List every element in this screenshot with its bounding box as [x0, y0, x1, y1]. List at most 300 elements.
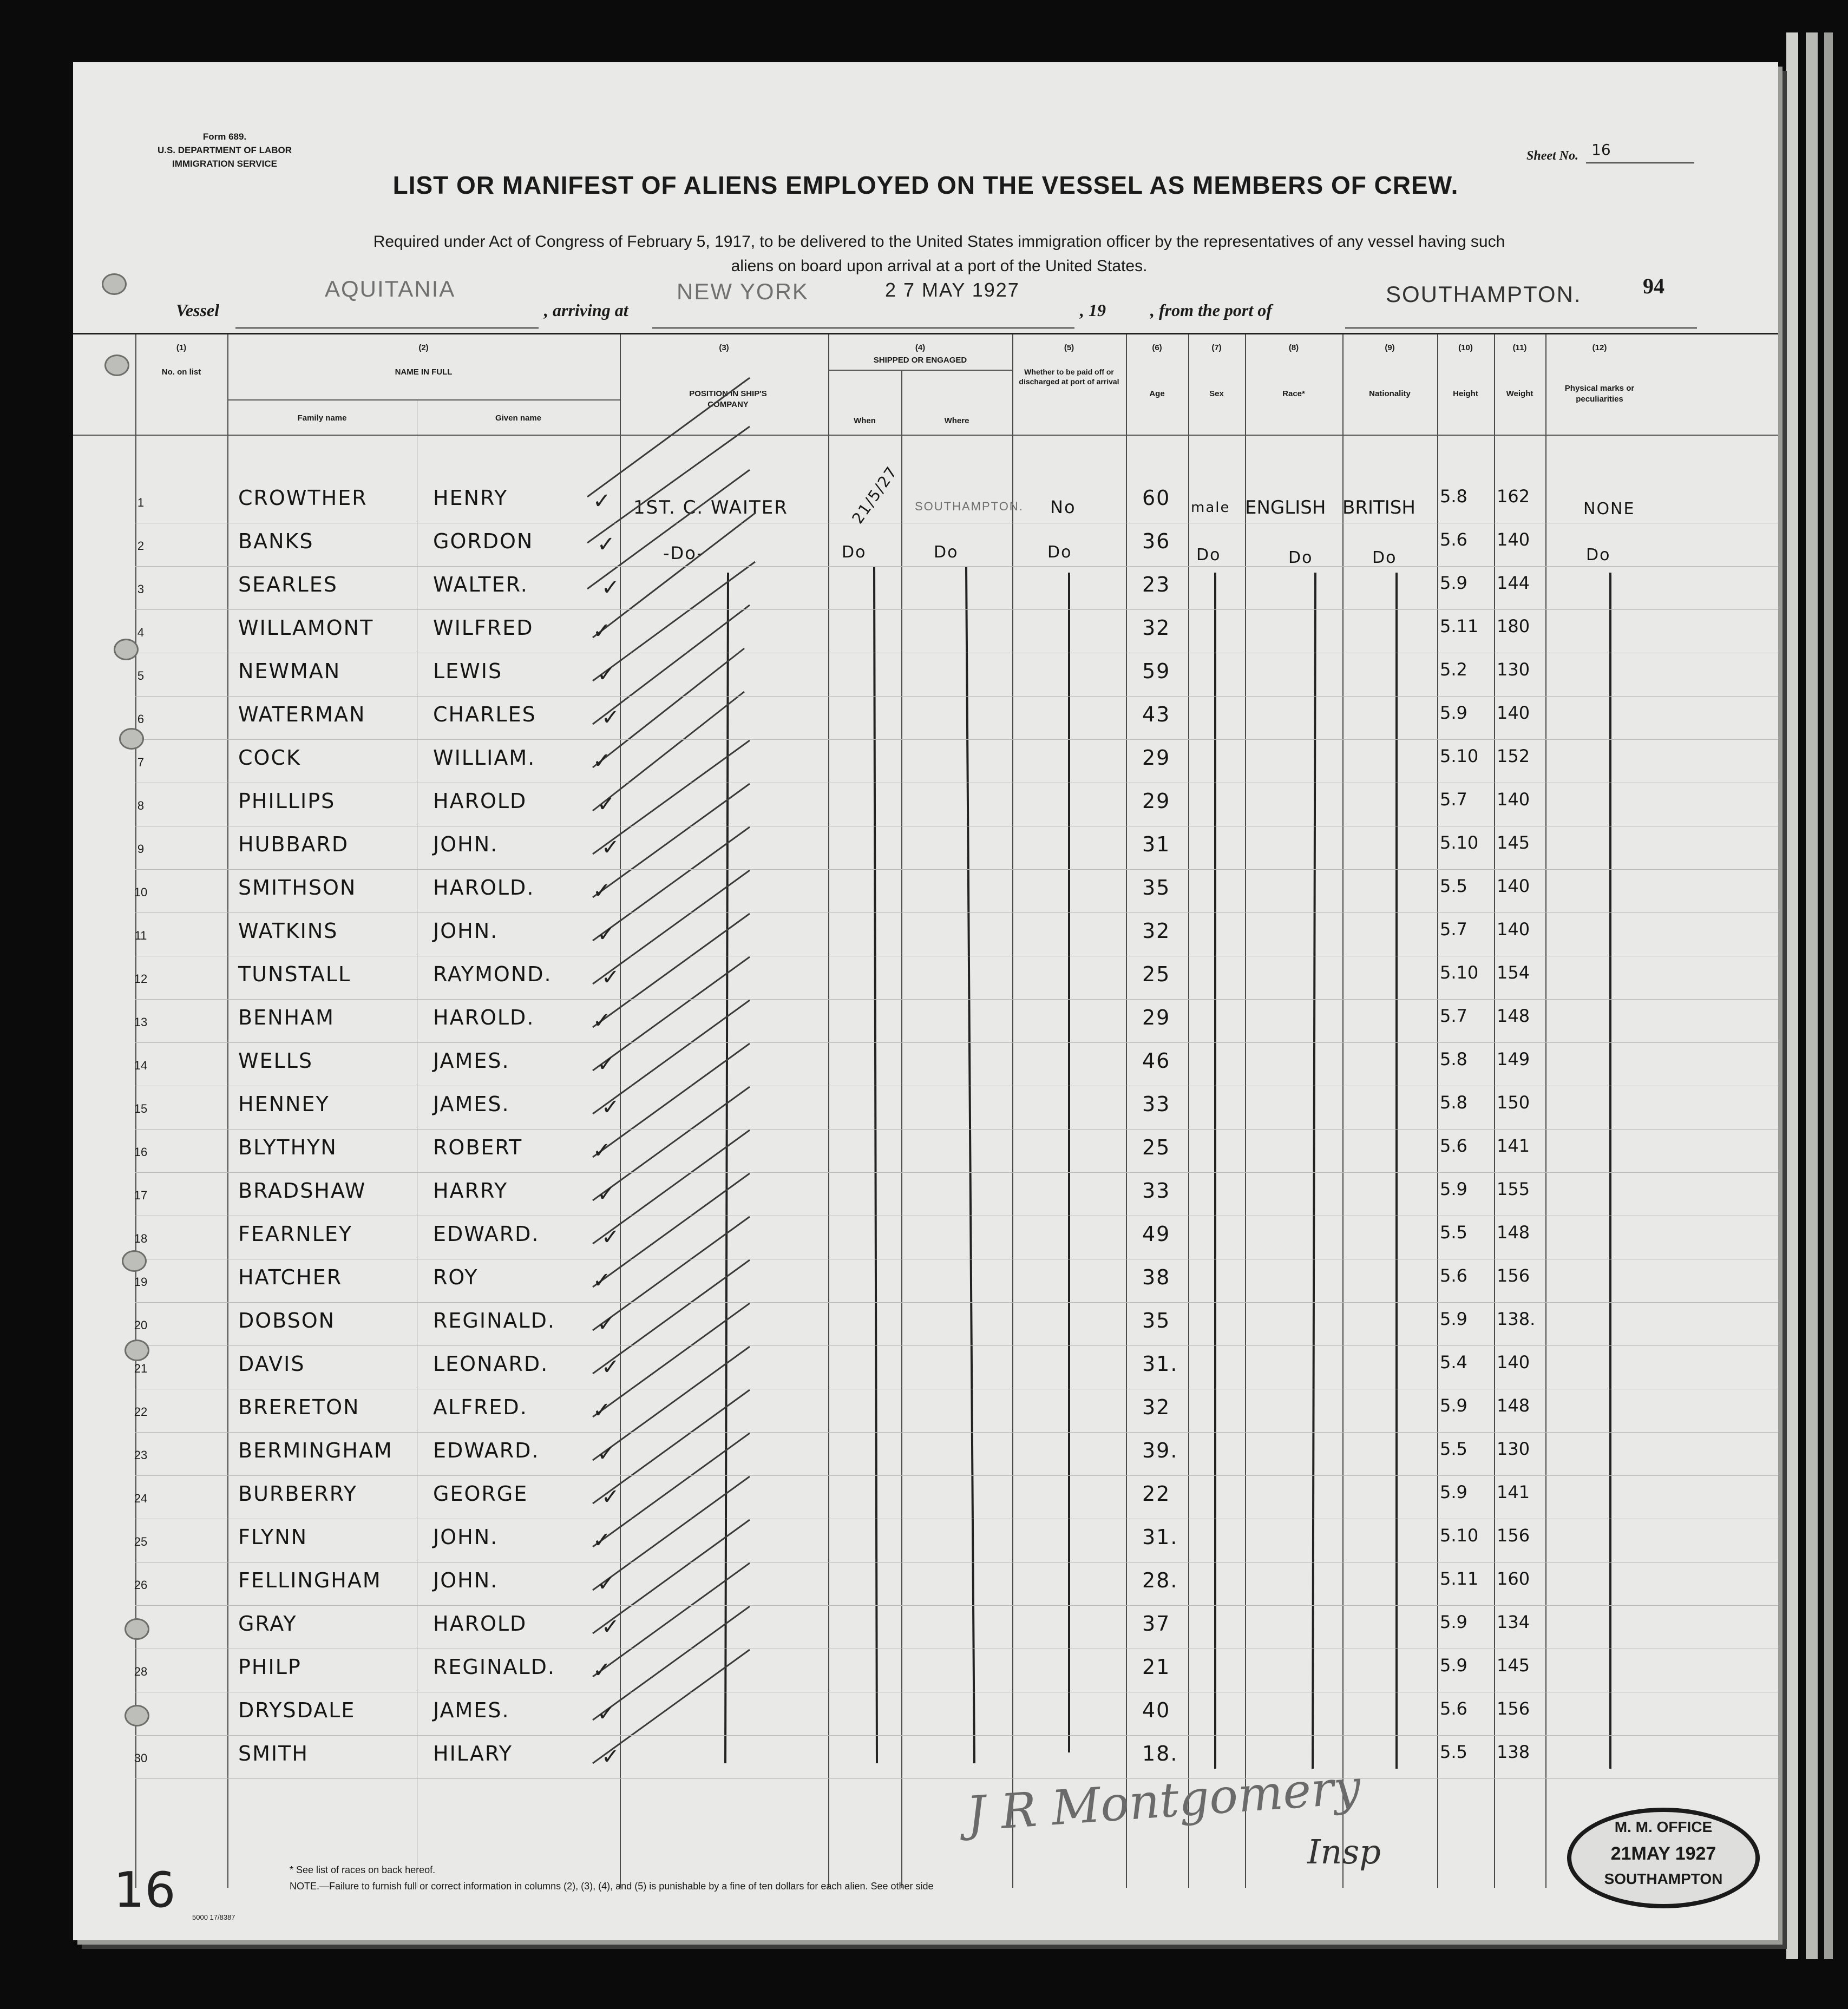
- check-mark-icon: ✓: [601, 1355, 620, 1380]
- age-header: Age: [1149, 389, 1165, 398]
- subtitle-line-1: Required under Act of Congress of February 5, 1917, to be delivered to the United States immigration officer by the representatives of any vessel having such: [373, 233, 1505, 251]
- given-name: LEWIS: [433, 659, 503, 683]
- given-name: EDWARD.: [433, 1439, 540, 1462]
- height: 5.9: [1440, 573, 1467, 593]
- given-name: GORDON: [433, 529, 534, 553]
- height: 5.8: [1440, 1049, 1467, 1069]
- form-identifier: [143, 130, 306, 170]
- table-row: [73, 697, 1778, 740]
- given-name: JOHN.: [433, 919, 499, 943]
- table-row: [73, 1303, 1778, 1347]
- given-name: ROY: [433, 1265, 479, 1289]
- col1-header: No. on list: [161, 367, 201, 377]
- height: 5.9: [1440, 1179, 1467, 1199]
- row-number: 1: [137, 496, 145, 509]
- nationality-row-1: BRITISH: [1342, 497, 1416, 518]
- given-name: GEORGE: [433, 1482, 528, 1506]
- row-rule: [135, 1605, 1778, 1606]
- check-mark-icon: ✓: [601, 1225, 620, 1250]
- height: 5.6: [1440, 1698, 1467, 1719]
- sheet-number: 16: [1591, 141, 1611, 159]
- check-mark-icon: ✓: [597, 792, 615, 817]
- punch-hole: [119, 728, 144, 750]
- table-row: [73, 524, 1778, 567]
- age: 39.: [1142, 1439, 1178, 1462]
- col10-number: (10): [1458, 343, 1473, 352]
- check-mark-icon: ✓: [593, 1658, 611, 1683]
- family-name: FLYNN: [238, 1525, 308, 1549]
- row-number: 11: [134, 929, 147, 942]
- given-name: LEONARD.: [433, 1352, 549, 1376]
- weight: 140: [1497, 703, 1530, 723]
- weight: 138.: [1497, 1309, 1536, 1329]
- arrival-port: NEW YORK: [677, 279, 809, 304]
- stamp-line-2: 21MAY 1927: [1610, 1843, 1716, 1864]
- nationality-row-2: Do: [1372, 548, 1397, 567]
- department: U.S. DEPARTMENT OF LABOR: [157, 145, 292, 155]
- col2-number: (2): [418, 343, 429, 352]
- height: 5.9: [1440, 1309, 1467, 1329]
- port-underline: [652, 327, 1074, 329]
- given-name: WALTER.: [433, 573, 528, 596]
- marks-row-2: Do: [1586, 546, 1611, 564]
- check-mark-icon: ✓: [593, 1528, 611, 1553]
- weight: 134: [1497, 1612, 1530, 1632]
- age: 46: [1142, 1049, 1171, 1073]
- family-name: BENHAM: [238, 1006, 335, 1029]
- family-name: HUBBARD: [238, 832, 349, 856]
- check-mark-icon: ✓: [601, 1744, 620, 1769]
- col3-header: POSITION IN SHIP'S COMPANY: [689, 389, 767, 409]
- subtitle-line-2: aliens on board upon arrival at a port of the United States.: [731, 257, 1148, 275]
- row-rule: [135, 1172, 1778, 1173]
- weight: 145: [1497, 1655, 1530, 1676]
- weight: 138: [1497, 1742, 1530, 1762]
- age: 49: [1142, 1222, 1171, 1246]
- row-rule: [135, 1302, 1778, 1303]
- check-mark-icon: ✓: [597, 1052, 615, 1076]
- where-row-1: SOUTHAMPTON.: [915, 500, 1024, 513]
- punch-hole: [124, 1705, 149, 1726]
- table-row: [73, 1173, 1778, 1217]
- weight: 156: [1497, 1698, 1530, 1719]
- given-name: HAROLD.: [433, 876, 535, 900]
- height: 5.8: [1440, 1092, 1467, 1113]
- table-row: [73, 740, 1778, 784]
- given-name: HAROLD.: [433, 1006, 535, 1029]
- age: 32: [1142, 616, 1171, 640]
- col4-number: (4): [915, 343, 926, 352]
- given-name: HENRY: [433, 486, 508, 510]
- given-name: EDWARD.: [433, 1222, 540, 1246]
- weight: 155: [1497, 1179, 1530, 1199]
- given-name: HAROLD: [433, 789, 527, 813]
- row-number: 21: [134, 1362, 148, 1375]
- height: 5.6: [1440, 1135, 1467, 1156]
- height: 5.10: [1440, 832, 1479, 853]
- height: 5.6: [1440, 1265, 1467, 1286]
- where-header: Where: [944, 416, 969, 425]
- punch-hole: [124, 1618, 149, 1640]
- table-row: [73, 784, 1778, 827]
- row-number: 16: [134, 1145, 148, 1159]
- given-name: HAROLD: [433, 1612, 527, 1636]
- family-name: WELLS: [238, 1049, 313, 1073]
- table-row: [73, 1043, 1778, 1087]
- given-name: ROBERT: [433, 1135, 523, 1159]
- row-number: 28: [134, 1665, 148, 1678]
- family-name: HATCHER: [238, 1265, 343, 1289]
- marks-header: Physical marks or peculiarities: [1564, 384, 1635, 404]
- row-number: 30: [134, 1751, 148, 1765]
- footnote-note: NOTE.—Failure to furnish full or correct information in columns (2), (3), (4), and (5) is punishable by a fine of ten dollars for each alien. See other side: [290, 1881, 934, 1892]
- family-name: DOBSON: [238, 1309, 336, 1332]
- family-name: COCK: [238, 746, 301, 770]
- weight: 162: [1497, 486, 1530, 507]
- row-rule: [135, 912, 1778, 913]
- year-label: , 19: [1080, 300, 1106, 320]
- position-row-2: -Do-: [663, 543, 704, 563]
- age: 43: [1142, 703, 1171, 726]
- row-rule: [135, 696, 1778, 697]
- row-number: 20: [134, 1318, 148, 1332]
- row-rule: [135, 1475, 1778, 1476]
- nationality-header: Nationality: [1369, 389, 1411, 398]
- age: 40: [1142, 1698, 1171, 1722]
- sheet-underline: [1586, 162, 1694, 163]
- given-name: JAMES.: [433, 1049, 510, 1073]
- row-number: 6: [137, 712, 145, 726]
- age: 29: [1142, 746, 1171, 770]
- inspector-signature: J R Montgomery: [965, 1758, 1362, 1842]
- col7-number: (7): [1211, 343, 1222, 352]
- vessel-name: AQUITANIA: [325, 276, 456, 301]
- weight: 154: [1497, 962, 1530, 983]
- page-edge: [1786, 32, 1798, 1959]
- table-row: [73, 957, 1778, 1000]
- family-name: SEARLES: [238, 573, 338, 596]
- row-rule: [135, 1345, 1778, 1346]
- height: 5.5: [1440, 1439, 1467, 1459]
- age: 32: [1142, 919, 1171, 943]
- table-row: [73, 1087, 1778, 1130]
- weight: 180: [1497, 616, 1530, 636]
- row-number: 8: [137, 799, 145, 812]
- paid-row-1: No: [1050, 497, 1076, 517]
- when-row-1: 21/5/27: [848, 463, 901, 527]
- weight: 156: [1497, 1525, 1530, 1546]
- sex-row-1: male: [1191, 500, 1230, 516]
- punch-hole: [114, 639, 139, 660]
- row-rule: [135, 1129, 1778, 1130]
- col2-header: NAME IN FULL: [395, 367, 453, 377]
- family-name: BURBERRY: [238, 1482, 357, 1506]
- age: 36: [1142, 529, 1171, 553]
- check-mark-icon: ✓: [601, 1485, 620, 1509]
- row-number: 4: [137, 626, 145, 639]
- age: 33: [1142, 1092, 1171, 1116]
- vessel-label: Vessel: [176, 300, 219, 320]
- check-mark-icon: ✓: [597, 1701, 615, 1726]
- page-edge: [1806, 32, 1818, 1959]
- age: 28.: [1142, 1568, 1178, 1592]
- manifest-sheet: [73, 62, 1778, 1940]
- family-name: BANKS: [238, 529, 314, 553]
- row-number: 5: [137, 669, 145, 682]
- row-number: 17: [134, 1189, 148, 1202]
- table-row: [73, 827, 1778, 870]
- punch-hole: [102, 273, 127, 295]
- punch-hole: [122, 1250, 147, 1272]
- row-number: 9: [137, 842, 145, 856]
- weight: 140: [1497, 529, 1530, 550]
- check-mark-icon: ✓: [593, 619, 611, 644]
- punch-hole: [124, 1340, 149, 1361]
- crew-table: [73, 333, 1778, 1888]
- given-name: JOHN.: [433, 1525, 499, 1549]
- position-row-1: 1ST. C. WAITER: [633, 497, 788, 518]
- given-name: JAMES.: [433, 1092, 510, 1116]
- table-row: [73, 481, 1778, 524]
- race-header: Race*: [1282, 389, 1305, 398]
- weight: 148: [1497, 1395, 1530, 1416]
- table-row: [73, 1606, 1778, 1650]
- age: 33: [1142, 1179, 1171, 1203]
- check-mark-icon: ✓: [601, 1095, 620, 1120]
- age: 23: [1142, 573, 1171, 596]
- table-row: [73, 1650, 1778, 1693]
- height: 5.9: [1440, 1395, 1467, 1416]
- family-name: PHILLIPS: [238, 789, 336, 813]
- table-row: [73, 1260, 1778, 1303]
- race-row-2: Do: [1288, 548, 1313, 567]
- from-port-label: , from the port of: [1150, 300, 1272, 320]
- footnote-races: * See list of races on back hereof.: [290, 1864, 436, 1875]
- when-row-2: Do: [842, 543, 867, 562]
- table-row: [73, 1520, 1778, 1563]
- family-name: WATERMAN: [238, 703, 366, 726]
- height: 5.2: [1440, 659, 1467, 680]
- family-name: FELLINGHAM: [238, 1568, 382, 1592]
- weight: 140: [1497, 789, 1530, 810]
- age: 32: [1142, 1395, 1171, 1419]
- height: 5.10: [1440, 1525, 1479, 1546]
- row-number: 15: [134, 1102, 148, 1115]
- check-mark-icon: ✓: [593, 749, 611, 773]
- check-mark-icon: ✓: [593, 1008, 611, 1033]
- col8-number: (8): [1288, 343, 1299, 352]
- weight: 140: [1497, 919, 1530, 940]
- table-row: [73, 1347, 1778, 1390]
- age: 29: [1142, 1006, 1171, 1029]
- given-name: WILFRED: [433, 616, 534, 640]
- family-name: PHILP: [238, 1655, 302, 1679]
- age: 25: [1142, 962, 1171, 986]
- height: 5.7: [1440, 1006, 1467, 1026]
- age: 29: [1142, 789, 1171, 813]
- family-name: DRYSDALE: [238, 1698, 356, 1722]
- row-number: 18: [134, 1232, 148, 1245]
- weight: 148: [1497, 1222, 1530, 1243]
- row-rule: [135, 739, 1778, 740]
- family-name-header: Family name: [297, 413, 347, 423]
- check-mark-icon: ✓: [601, 705, 620, 730]
- age: 59: [1142, 659, 1171, 683]
- height: 5.9: [1440, 1612, 1467, 1632]
- office-stamp: [1567, 1808, 1760, 1908]
- row-number: 22: [134, 1405, 148, 1419]
- weight: 141: [1497, 1482, 1530, 1502]
- family-name: FEARNLEY: [238, 1222, 353, 1246]
- col9-number: (9): [1385, 343, 1395, 352]
- given-name: HILARY: [433, 1742, 513, 1765]
- given-name: REGINALD.: [433, 1309, 555, 1332]
- height: 5.5: [1440, 1222, 1467, 1243]
- page-title: LIST OR MANIFEST OF ALIENS EMPLOYED ON THE VESSEL AS MEMBERS OF CREW.: [392, 171, 1459, 199]
- check-mark-icon: ✓: [597, 662, 615, 687]
- height: 5.8: [1440, 486, 1467, 507]
- row-rule: [135, 1042, 1778, 1043]
- row-rule: [135, 566, 1778, 567]
- table-row: [73, 870, 1778, 914]
- table-row: [73, 1736, 1778, 1780]
- weight: 130: [1497, 659, 1530, 680]
- table-row: [73, 1693, 1778, 1736]
- vessel-underline: [235, 327, 539, 329]
- check-mark-icon: ✓: [597, 1311, 615, 1336]
- row-number: 26: [134, 1578, 148, 1592]
- row-number: 2: [137, 539, 145, 553]
- height: 5.5: [1440, 1742, 1467, 1762]
- col6-number: (6): [1152, 343, 1162, 352]
- weight: 140: [1497, 1352, 1530, 1373]
- family-name: BRERETON: [238, 1395, 360, 1419]
- row-rule: [135, 999, 1778, 1000]
- check-mark-icon: ✓: [593, 489, 611, 514]
- age: 38: [1142, 1265, 1171, 1289]
- row-number: 10: [134, 885, 148, 899]
- family-name: SMITH: [238, 1742, 309, 1765]
- age: 25: [1142, 1135, 1171, 1159]
- weight: 141: [1497, 1135, 1530, 1156]
- sex-row-2: Do: [1196, 546, 1221, 564]
- table-row: [73, 1217, 1778, 1260]
- row-number: 23: [134, 1448, 148, 1462]
- weight: 149: [1497, 1049, 1530, 1069]
- height: 5.9: [1440, 1482, 1467, 1502]
- col11-number: (11): [1512, 343, 1527, 352]
- table-row: [73, 1390, 1778, 1433]
- height: 5.7: [1440, 919, 1467, 940]
- row-number: 12: [134, 972, 148, 986]
- check-mark-icon: ✓: [593, 878, 611, 903]
- col1-number: (1): [176, 343, 187, 352]
- weight: 130: [1497, 1439, 1530, 1459]
- given-name: HARRY: [433, 1179, 508, 1203]
- inspector-title: Insp: [1307, 1832, 1381, 1872]
- stamp-line-3: SOUTHAMPTON: [1604, 1870, 1723, 1887]
- col5-header: Whether to be paid off or discharged at port of arrival: [1019, 367, 1119, 386]
- check-mark-icon: ✓: [597, 1441, 615, 1466]
- margin-number: 16: [114, 1862, 176, 1919]
- table-row: [73, 1000, 1778, 1043]
- age: 22: [1142, 1482, 1171, 1506]
- family-name: HENNEY: [238, 1092, 330, 1116]
- race-row-1: ENGLISH: [1245, 497, 1326, 518]
- check-mark-icon: ✓: [601, 1614, 620, 1639]
- row-rule: [135, 1778, 1778, 1779]
- given-name: WILLIAM.: [433, 746, 536, 770]
- age: 31: [1142, 832, 1171, 856]
- table-row: [73, 567, 1778, 610]
- family-name: WATKINS: [238, 919, 338, 943]
- row-number: 7: [137, 756, 145, 769]
- weight: 156: [1497, 1265, 1530, 1286]
- table-row: [73, 1563, 1778, 1606]
- height-header: Height: [1453, 389, 1478, 398]
- given-name: ALFRED.: [433, 1395, 528, 1419]
- sheet-label: Sheet No.: [1526, 149, 1578, 163]
- height: 5.11: [1440, 616, 1479, 636]
- col12-number: (12): [1592, 343, 1607, 352]
- age: 31.: [1142, 1352, 1178, 1376]
- service: IMMIGRATION SERVICE: [172, 159, 277, 169]
- row-rule: [135, 609, 1778, 610]
- row-number: 19: [134, 1275, 148, 1289]
- page-edge: [1824, 32, 1833, 1959]
- given-name: RAYMOND.: [433, 962, 552, 986]
- given-name: JOHN.: [433, 832, 499, 856]
- age: 18.: [1142, 1742, 1178, 1765]
- height: 5.4: [1440, 1352, 1467, 1373]
- family-name: TUNSTALL: [238, 962, 351, 986]
- row-number: 13: [134, 1015, 148, 1029]
- family-name: BERMINGHAM: [238, 1439, 393, 1462]
- given-name: JAMES.: [433, 1698, 510, 1722]
- weight: 140: [1497, 876, 1530, 896]
- age: 35: [1142, 876, 1171, 900]
- given-name: JOHN.: [433, 1568, 499, 1592]
- given-name: CHARLES: [433, 703, 536, 726]
- check-mark-icon: ✓: [597, 922, 615, 947]
- check-mark-icon: ✓: [601, 965, 620, 990]
- table-row: [73, 610, 1778, 654]
- height: 5.9: [1440, 1655, 1467, 1676]
- check-mark-icon: ✓: [597, 1181, 615, 1206]
- departure-port: SOUTHAMPTON.: [1386, 281, 1582, 307]
- paid-row-2: Do: [1047, 543, 1072, 562]
- arrival-date: 2 7 MAY 1927: [885, 279, 1020, 301]
- form-number: Form 689.: [202, 132, 247, 142]
- age: 21: [1142, 1655, 1171, 1679]
- row-rule: [135, 869, 1778, 870]
- from-underline: [1345, 327, 1697, 329]
- weight: 148: [1497, 1006, 1530, 1026]
- given-name: REGINALD.: [433, 1655, 555, 1679]
- family-name: SMITHSON: [238, 876, 357, 900]
- height: 5.10: [1440, 746, 1479, 766]
- height: 5.7: [1440, 789, 1467, 810]
- row-number: 14: [134, 1059, 148, 1072]
- print-code: 5000 17/8387: [192, 1913, 235, 1921]
- marks-row-1: NONE: [1583, 500, 1635, 518]
- height: 5.9: [1440, 703, 1467, 723]
- weight: 160: [1497, 1568, 1530, 1589]
- row-number: 3: [137, 582, 145, 596]
- check-mark-icon: ✓: [601, 575, 620, 600]
- height: 5.11: [1440, 1568, 1479, 1589]
- table-row: [73, 654, 1778, 697]
